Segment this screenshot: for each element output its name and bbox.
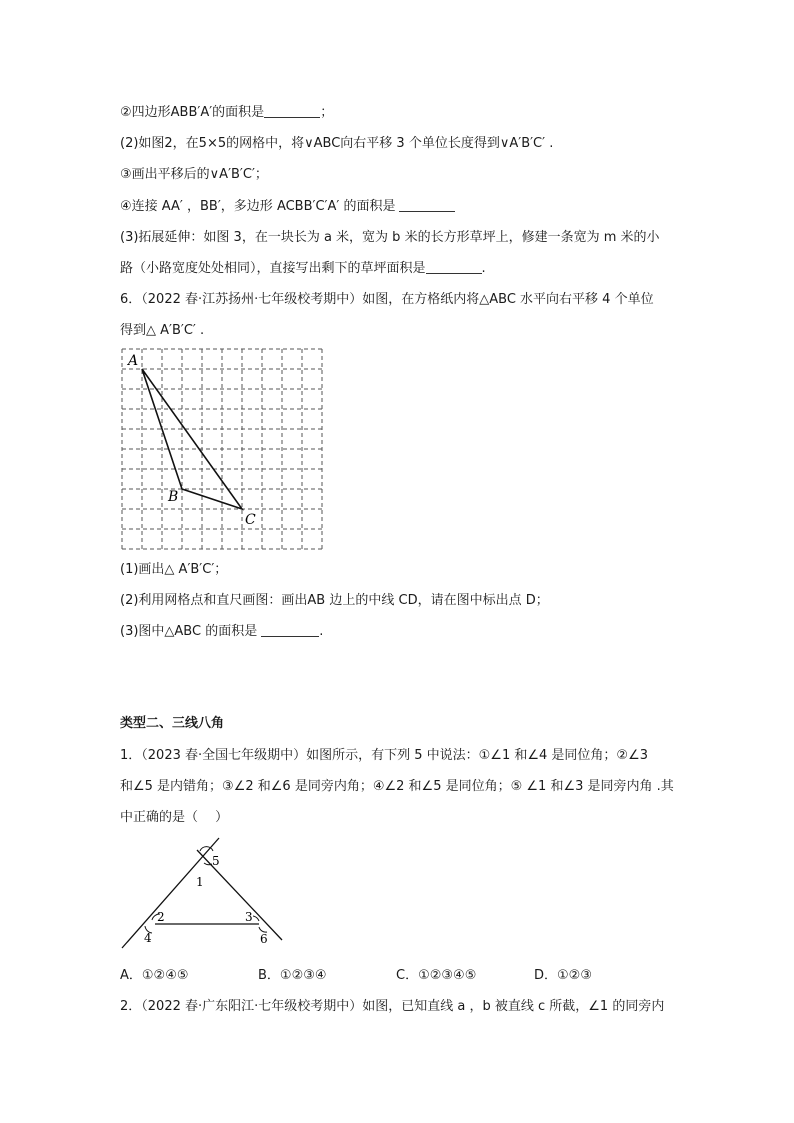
vertex-label-b: B <box>168 489 179 505</box>
q5-line-3: ③画出平移后的∨A′B′C′； <box>120 167 268 182</box>
answer-blank[interactable] <box>261 622 319 637</box>
q5-line-4 <box>120 197 455 217</box>
q6-sub-3-text: (3)图中△ABC 的面积是 <box>120 624 258 639</box>
angle-label-1: 1 <box>196 875 204 889</box>
transversal-right <box>197 850 282 940</box>
q5-part-3-line-b <box>120 259 486 279</box>
triangle-abc <box>142 369 242 509</box>
grid-figure <box>112 343 336 555</box>
vertex-label-a: A <box>128 353 139 369</box>
q5-line-2-text: ②四边形ABB′A′的面积是 <box>120 105 265 120</box>
q6-sub-1: (1)画出△ A′B′C′； <box>120 562 228 577</box>
angles-figure <box>112 830 292 954</box>
vertex-label-c: C <box>245 512 256 528</box>
angle-label-6: 6 <box>260 932 268 946</box>
q5-line-2-end: ； <box>320 105 334 120</box>
transversal-left <box>122 838 219 948</box>
angle-label-2: 2 <box>157 910 165 924</box>
answer-blank[interactable] <box>264 103 320 118</box>
q6-stem-line-2: 得到△ A′B′C′ . <box>120 323 205 338</box>
option-a[interactable]: A．①②④⑤ <box>120 968 189 983</box>
q2-line-1: 2．（2022 春·广东阳江·七年级校考期中）如图，已知直线 a ，b 被直线 c 所截，∠1 的同旁内 <box>120 999 665 1014</box>
q5-part-3-end: . <box>481 261 486 276</box>
q6-stem-line-1: 6．（2022 春·江苏扬州·七年级校考期中）如图，在方格纸内将△ABC 水平向右平移 4 个单位 <box>120 292 654 307</box>
q5-part-3-line-a: (3)拓展延伸：如图 3，在一块长为 a 米，宽为 b 米的长方形草坪上，修建一条宽为 m 米的小 <box>120 230 660 245</box>
answer-blank[interactable] <box>399 197 455 212</box>
q6-sub-3 <box>120 622 323 642</box>
q6-sub-2: (2)利用网格点和直尺画图：画出AB 边上的中线 CD，请在图中标出点 D； <box>120 593 549 608</box>
section-title: 类型二、三线八角 <box>120 716 225 731</box>
q5-part-3-text: 路（小路宽度处处相同），直接写出剩下的草坪面积是 <box>120 261 426 276</box>
answer-blank[interactable] <box>426 259 482 274</box>
q5-part-2: (2)如图2，在5×5的网格中，将∨ABC向右平移 3 个单位长度得到∨A′B′C′ . <box>120 136 554 151</box>
option-c[interactable]: C．①②③④⑤ <box>396 968 477 983</box>
angle-label-5: 5 <box>212 854 220 868</box>
answer-options <box>120 966 680 986</box>
option-d[interactable]: D．①②③ <box>534 968 592 983</box>
q5-line-2 <box>120 103 333 123</box>
angle-label-3: 3 <box>245 910 253 924</box>
option-b[interactable]: B．①②③④ <box>258 968 327 983</box>
q5-line-4-text: ④连接 AA′ ，BB′，多边形 ACBB′C′A′ 的面积是 <box>120 199 396 214</box>
q1-line-3: 中正确的是（ ） <box>120 810 229 825</box>
angle-arc-3 <box>253 916 259 921</box>
angle-label-4: 4 <box>144 931 152 945</box>
q6-sub-3-end: . <box>319 624 324 639</box>
q1-line-1: 1．（2023 春·全国七年级期中）如图所示，有下列 5 中说法：①∠1 和∠4 是同位角；②∠3 <box>120 748 649 763</box>
grid-lines <box>122 349 322 549</box>
q1-line-2: 和∠5 是内错角；③∠2 和∠6 是同旁内角；④∠2 和∠5 是同位角；⑤ ∠1 和∠3 是同旁内角 .其 <box>120 779 674 794</box>
